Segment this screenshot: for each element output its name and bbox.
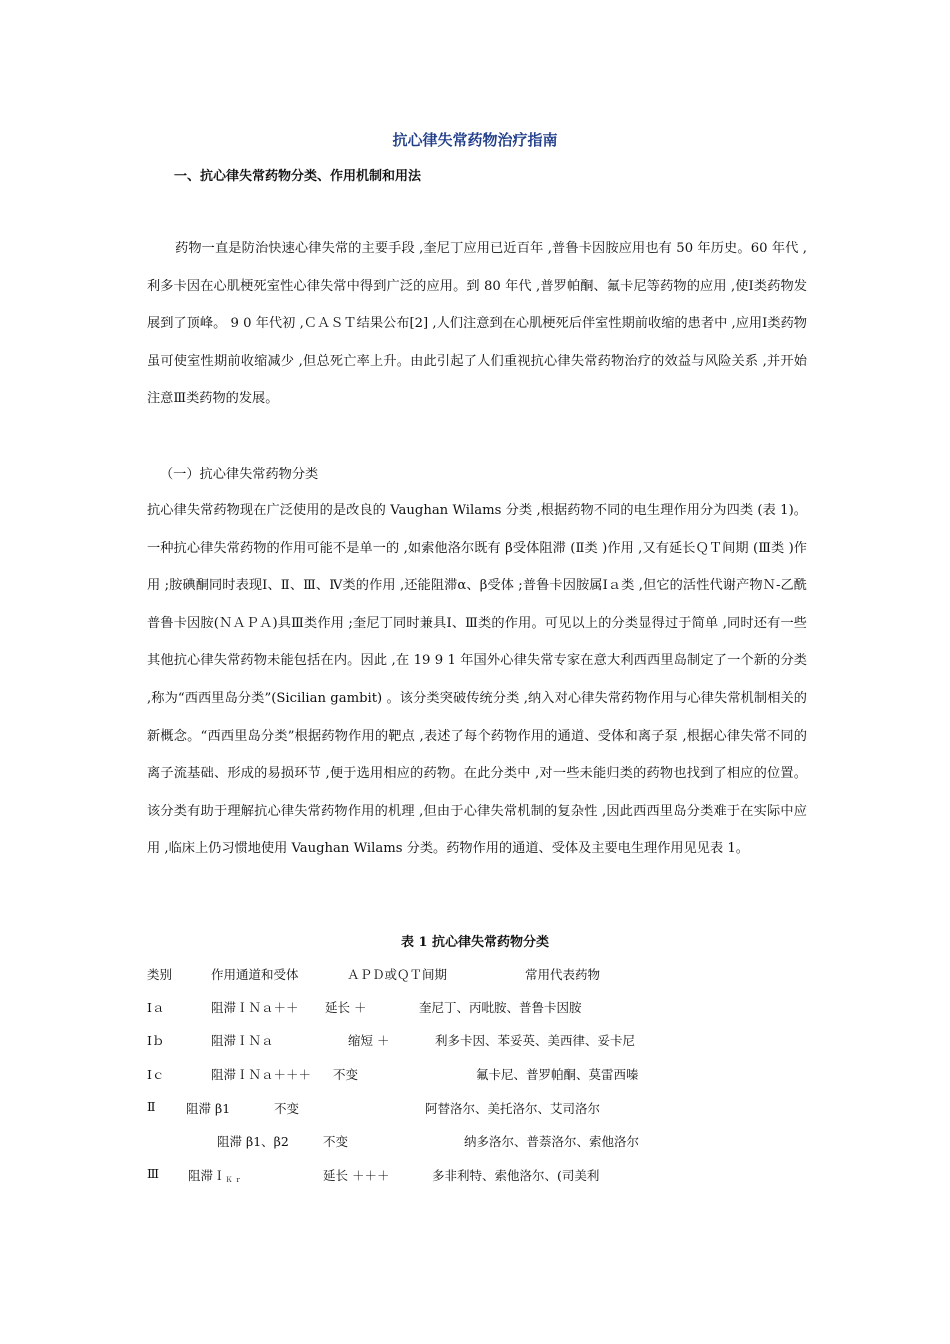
row-apd: 延长 ＋＋＋ [323,1168,390,1183]
header-category: 类别 [147,967,173,982]
row-drugs: 阿替洛尔、美托洛尔、艾司洛尔 [425,1101,601,1116]
row-channel-text: 阻滞Ｉ [188,1168,226,1183]
row-category: Ⅱ [147,1099,156,1114]
row-category: Ⅲ [147,1166,160,1181]
row-category: Ⅰａ [147,1000,165,1015]
row-drugs: 奎尼丁、丙吡胺、普鲁卡因胺 [419,1000,582,1015]
header-drugs: 常用代表药物 [525,967,601,982]
section-heading: 一、抗心律失常药物分类、作用机制和用法 [174,169,422,184]
row-category: Ⅰｃ [147,1067,165,1082]
paragraph-intro: 药物一直是防治快速心律失常的主要手段 ,奎尼丁应用已近百年 ,普鲁卡因胺应用也有 50 年历史。60 年代 ,利多卡因在心肌梗死室性心律失常中得到广泛的应用。到 80 年代 ,普罗帕酮、氟卡尼等药物的应用 ,使Ⅰ类药物发展到了顶峰。 9 0 年代初 ,ＣＡＳＴ结果公布[2] ,人们注意到在心肌梗死后伴室性期前收缩的患者中 ,应用Ⅰ类药物虽可使室性期前收缩减少 ,但总死亡率上升。由此引起了人们重视抗心律失常药物治疗的效益与风险关系 ,并开始注意Ⅲ类药物的发展。 [147,241,807,407]
row-channel: 阻滞 β1、β2 [217,1134,289,1149]
row-apd: 不变 [333,1067,359,1082]
row-apd: 缩短 ＋ [348,1033,390,1048]
row-apd: 不变 [323,1134,349,1149]
table-caption: 表 1 抗心律失常药物分类 [400,935,550,950]
row-drugs: 利多卡因、苯妥英、美西律、妥卡尼 [435,1033,636,1048]
header-apd: ＡＰＤ或ＱＴ间期 [347,967,448,982]
row-category: Ⅰｂ [147,1033,165,1048]
row-channel: 阻滞ＩＮａ＋＋＋ [211,1067,312,1082]
document-title: 抗心律失常药物治疗指南 [392,131,558,149]
row-channel: 阻滞 β1 [186,1101,231,1116]
row-drugs: 纳多洛尔、普萘洛尔、索他洛尔 [464,1134,640,1149]
row-drugs: 多非利特、索他洛尔、(司美利 [432,1168,600,1183]
row-channel: 阻滞ＩＮａ [211,1033,274,1048]
row-channel: 阻滞ＩＮａ＋＋ [211,1000,299,1015]
row-apd: 不变 [274,1101,300,1116]
row-channel-subscript: Ｋｒ [225,1176,244,1184]
row-channel [188,1166,244,1185]
sub-heading-classification: （一）抗心律失常药物分类 [160,467,319,482]
row-drugs: 氟卡尼、普罗帕酮、莫雷西嗪 [476,1067,639,1082]
row-apd: 延长 ＋ [325,1000,367,1015]
header-channel: 作用通道和受体 [211,967,299,982]
paragraph-classification: 抗心律失常药物现在广泛使用的是改良的 Vaughan Wilams 分类 ,根据药物不同的电生理作用分为四类 (表 1)。一种抗心律失常药物的作用可能不是单一的 ,如索他洛尔既有 β受体阻滞 (Ⅱ类 )作用 ,又有延长ＱＴ间期 (Ⅲ类 )作用 ;胺碘酮同时表现Ⅰ、Ⅱ、Ⅲ、Ⅳ类的作用 ,还能阻滞α、β受体 ;普鲁卡因胺属Ⅰａ类 ,但它的活性代谢产物Ｎ-乙酰普鲁卡因胺(ＮＡＰＡ)具Ⅲ类作用 ;奎尼丁同时兼具Ⅰ、Ⅲ类的作用。可见以上的分类显得过于简单 ,同时还有一些其他抗心律失常药物未能包括在内。因此 ,在 19 9 1 年国外心律失常专家在意大利西西里岛制定了一个新的分类 ,称为“西西里岛分类”(Sicilian gambit) 。该分类突破传统分类 ,纳入对心律失常药物作用与心律失常机制相关的新概念。“西西里岛分类”根据药物作用的靶点 ,表述了每个药物作用的通道、受体和离子泵 ,根据心律失常不同的离子流基础、形成的易损环节 ,便于选用相应的药物。在此分类中 ,对一些未能归类的药物也找到了相应的位置。该分类有助于理解抗心律失常药物作用的机理 ,但由于心律失常机制的复杂性 ,因此西西里岛分类难于在实际中应用 ,临床上仍习惯地使用 Vaughan Wilams 分类。药物作用的通道、受体及主要电生理作用见见表 1。 [147,503,807,857]
